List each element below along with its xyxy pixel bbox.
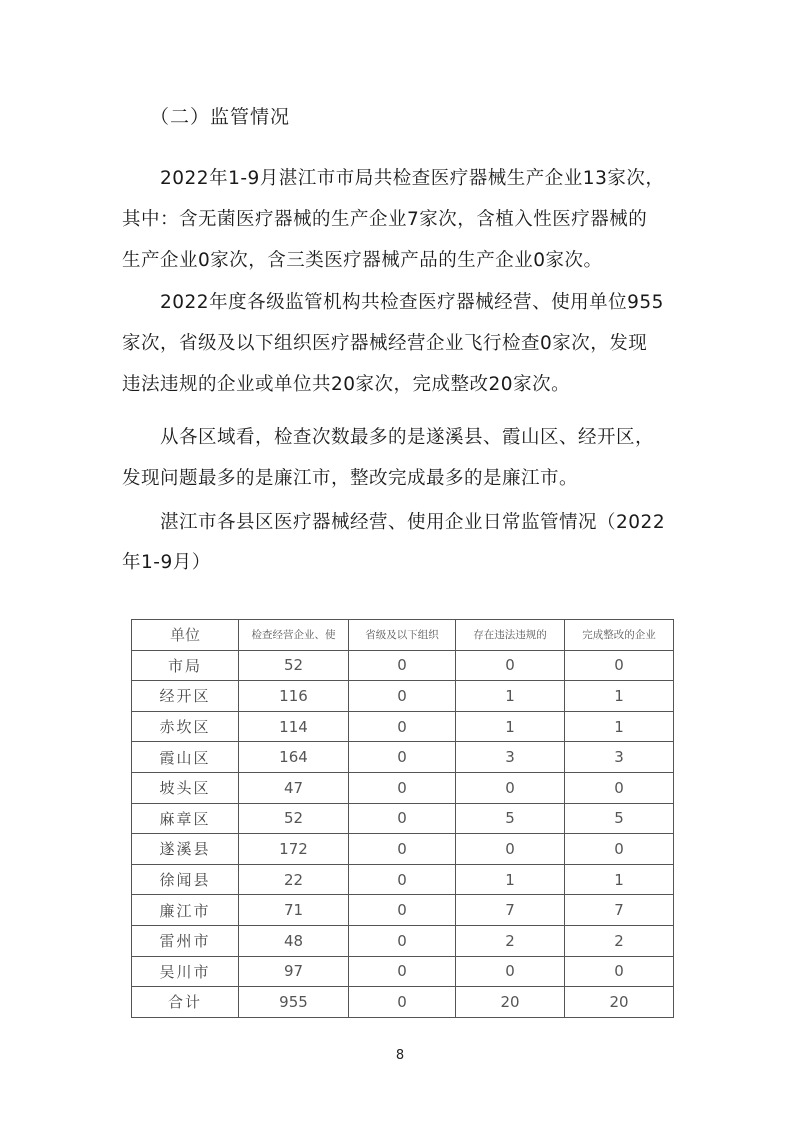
cell-unit: 经开区 xyxy=(132,681,239,712)
page-number: 8 xyxy=(395,1048,405,1063)
cell-flight-inspection: 0 xyxy=(349,834,456,865)
supervision-table xyxy=(131,619,674,1018)
table-row xyxy=(132,895,674,926)
cell-flight-inspection: 0 xyxy=(349,864,456,895)
paragraph-line: 湛江市各县区医疗器械经营、使用企业日常监管情况（2022 xyxy=(160,512,666,533)
cell-unit: 市局 xyxy=(132,650,239,681)
paragraph-line: 年1-9月） xyxy=(122,552,211,573)
cell-rectified: 2 xyxy=(565,925,674,956)
cell-violations: 1 xyxy=(456,681,565,712)
table-row xyxy=(132,987,674,1018)
table-row xyxy=(132,650,674,681)
table-row xyxy=(132,742,674,773)
table-row xyxy=(132,681,674,712)
cell-inspected: 52 xyxy=(239,803,349,834)
cell-unit: 赤坎区 xyxy=(132,711,239,742)
table-row xyxy=(132,925,674,956)
cell-rectified: 5 xyxy=(565,803,674,834)
cell-violations: 0 xyxy=(456,956,565,987)
cell-inspected: 114 xyxy=(239,711,349,742)
cell-unit: 吴川市 xyxy=(132,956,239,987)
cell-violations: 0 xyxy=(456,772,565,803)
cell-flight-inspection: 0 xyxy=(349,711,456,742)
paragraph-line: 违法违规的企业或单位共20家次，完成整改20家次。 xyxy=(122,374,571,395)
cell-unit: 麻章区 xyxy=(132,803,239,834)
cell-flight-inspection: 0 xyxy=(349,742,456,773)
cell-flight-inspection: 0 xyxy=(349,895,456,926)
cell-rectified: 0 xyxy=(565,834,674,865)
paragraph-line: 发现问题最多的是廉江市，整改完成最多的是廉江市。 xyxy=(122,468,579,489)
section-heading: （二）监管情况 xyxy=(150,106,291,128)
cell-unit: 徐闻县 xyxy=(132,864,239,895)
cell-rectified: 3 xyxy=(565,742,674,773)
paragraph-line: 家次，省级及以下组织医疗器械经营企业飞行检查0家次，发现 xyxy=(122,333,648,354)
cell-violations: 0 xyxy=(456,650,565,681)
cell-flight-inspection: 0 xyxy=(349,803,456,834)
cell-inspected: 22 xyxy=(239,864,349,895)
cell-unit: 霞山区 xyxy=(132,742,239,773)
cell-rectified: 1 xyxy=(565,681,674,712)
cell-rectified: 0 xyxy=(565,956,674,987)
cell-violations: 7 xyxy=(456,895,565,926)
paragraph-line: 其中：含无菌医疗器械的生产企业7家次，含植入性医疗器械的 xyxy=(122,209,648,230)
cell-rectified: 7 xyxy=(565,895,674,926)
paragraph-line: 2022年度各级监管机构共检查医疗器械经营、使用单位955 xyxy=(160,292,664,313)
table-row xyxy=(132,711,674,742)
cell-rectified: 20 xyxy=(565,987,674,1018)
cell-inspected: 955 xyxy=(239,987,349,1018)
paragraph-line: 从各区域看，检查次数最多的是遂溪县、霞山区、经开区， xyxy=(160,427,655,448)
cell-unit: 坡头区 xyxy=(132,772,239,803)
header-inspected: 检查经营企业、使 xyxy=(239,620,349,651)
cell-violations: 0 xyxy=(456,834,565,865)
header-flight-inspection: 省级及以下组织 xyxy=(349,620,456,651)
cell-inspected: 116 xyxy=(239,681,349,712)
paragraph-line: 2022年1-9月湛江市市局共检查医疗器械生产企业13家次， xyxy=(160,168,665,189)
cell-inspected: 52 xyxy=(239,650,349,681)
cell-inspected: 71 xyxy=(239,895,349,926)
cell-inspected: 172 xyxy=(239,834,349,865)
header-rectified: 完成整改的企业 xyxy=(565,620,674,651)
cell-flight-inspection: 0 xyxy=(349,925,456,956)
cell-flight-inspection: 0 xyxy=(349,772,456,803)
cell-flight-inspection: 0 xyxy=(349,987,456,1018)
cell-inspected: 47 xyxy=(239,772,349,803)
cell-violations: 1 xyxy=(456,864,565,895)
cell-violations: 20 xyxy=(456,987,565,1018)
cell-violations: 3 xyxy=(456,742,565,773)
table-row xyxy=(132,956,674,987)
cell-flight-inspection: 0 xyxy=(349,681,456,712)
cell-inspected: 164 xyxy=(239,742,349,773)
cell-flight-inspection: 0 xyxy=(349,956,456,987)
table-row xyxy=(132,834,674,865)
cell-violations: 5 xyxy=(456,803,565,834)
table-header-row xyxy=(132,620,674,651)
cell-inspected: 97 xyxy=(239,956,349,987)
table-row xyxy=(132,864,674,895)
cell-violations: 1 xyxy=(456,711,565,742)
cell-flight-inspection: 0 xyxy=(349,650,456,681)
cell-unit: 合计 xyxy=(132,987,239,1018)
cell-rectified: 1 xyxy=(565,711,674,742)
table-row xyxy=(132,803,674,834)
cell-unit: 廉江市 xyxy=(132,895,239,926)
cell-rectified: 0 xyxy=(565,650,674,681)
cell-rectified: 0 xyxy=(565,772,674,803)
cell-unit: 雷州市 xyxy=(132,925,239,956)
table-row xyxy=(132,772,674,803)
header-unit: 单位 xyxy=(132,620,239,651)
header-violations: 存在违法违规的 xyxy=(456,620,565,651)
cell-inspected: 48 xyxy=(239,925,349,956)
cell-unit: 遂溪县 xyxy=(132,834,239,865)
cell-violations: 2 xyxy=(456,925,565,956)
cell-rectified: 1 xyxy=(565,864,674,895)
paragraph-line: 生产企业0家次，含三类医疗器械产品的生产企业0家次。 xyxy=(122,250,603,271)
